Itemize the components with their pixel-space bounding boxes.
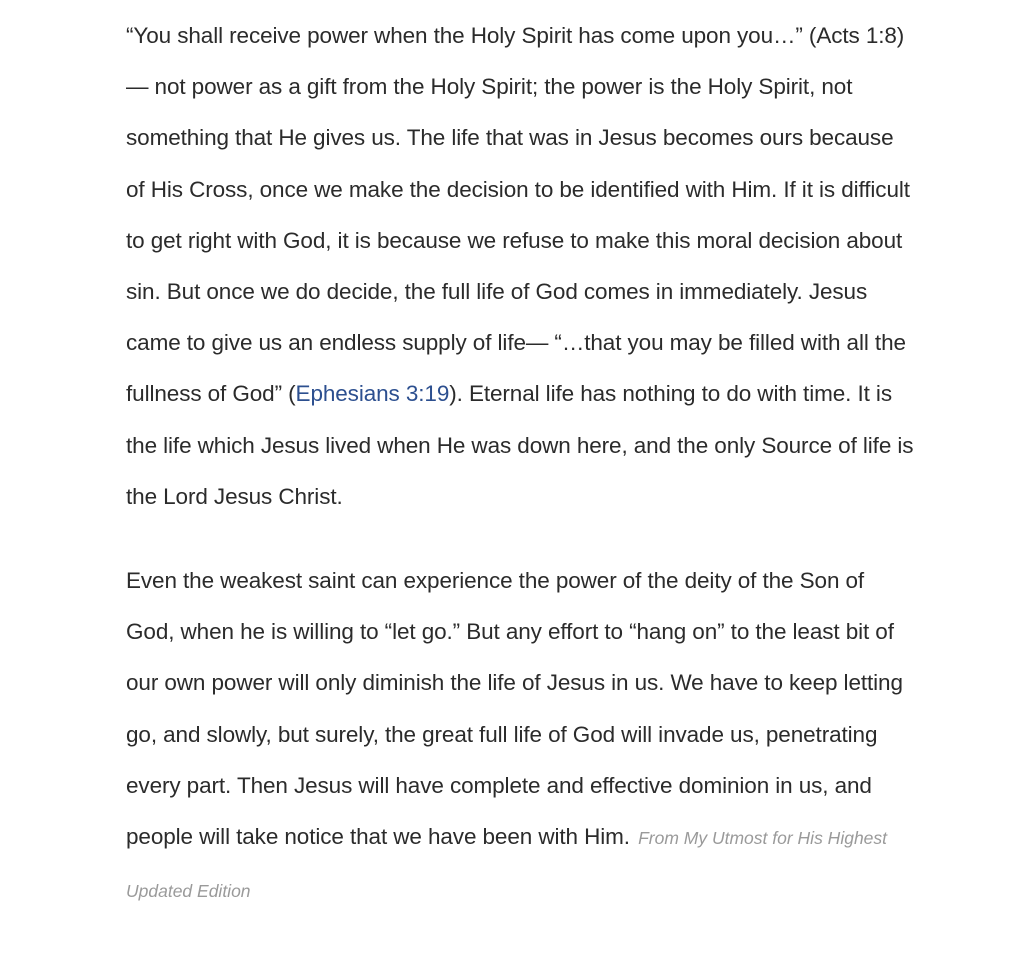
source-attribution: From My Utmost for His Highest Updated Edition — [126, 828, 888, 902]
paragraph-2-text: Even the weakest saint can experience the power of the deity of the Son of God, when he is willing to “let go.” But any effort to “hang on” to the least bit of our own power will only diminish the life of Jesus in us. We have to keep letting go, and slowly, but surely, the great full life of God will invade us, penetrating every part. Then Jesus will have complete and effective dominion in us, and people will take notice that we have been with Him. — [126, 568, 903, 850]
paragraph-2 — [126, 555, 916, 917]
paragraph-1 — [126, 10, 916, 522]
paragraph-1-text-after-link: ). Eternal life has nothing to do with time. It is the life which Jesus lived when He was down here, and the only Source of life is the Lord Jesus Christ. — [126, 381, 914, 509]
scripture-link-ephesians[interactable]: Ephesians 3:19 — [295, 381, 450, 407]
devotional-article — [126, 10, 916, 917]
paragraph-1-text-before-link: “You shall receive power when the Holy Spirit has come upon you…” (Acts 1:8)— not power as a gift from the Holy Spirit; the power is the Holy Spirit, not something that He gives us. The life that was in Jesus becomes ours because of His Cross, once we make the decision to be identified with Him. If it is difficult to get right with God, it is because we refuse to make this moral decision about sin. But once we do decide, the full life of God comes in immediately. Jesus came to give us an endless supply of life— “…that you may be filled with all the fullness of God” ( — [126, 23, 910, 407]
